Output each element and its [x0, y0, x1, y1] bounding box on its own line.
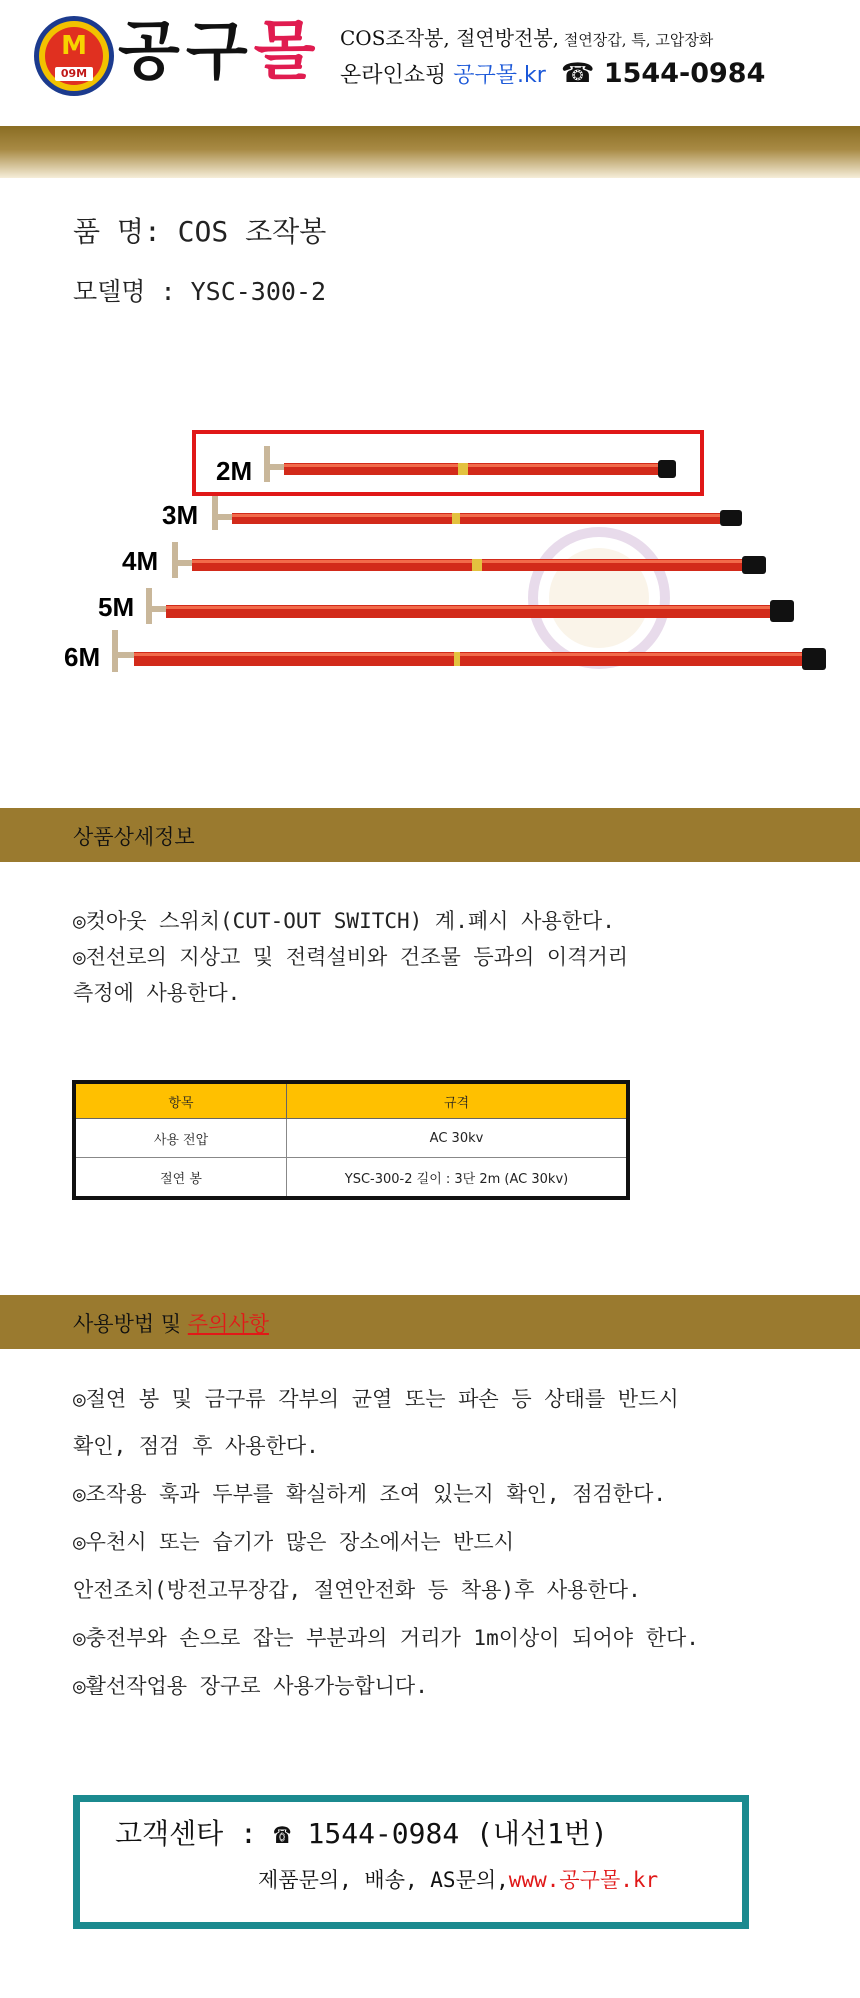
brand-part1: 공구: [118, 14, 254, 89]
detail-line-3: 측정에 사용한다.: [73, 981, 241, 1005]
spec-table: [72, 1080, 630, 1200]
usage-line-1: ◎절연 봉 및 금구류 각부의 균열 또는 파손 등 상태를 반드시: [73, 1387, 679, 1411]
detail-section-bar: [0, 808, 860, 862]
contact-sub-line: [258, 1864, 658, 1894]
model-name: 모델명 : YSC-300-2: [73, 277, 327, 306]
table-header-item: 항목: [74, 1082, 287, 1119]
logo-letter: M: [61, 31, 87, 61]
table-header-row: [74, 1082, 628, 1119]
usage-title: [73, 1308, 269, 1338]
brand-name[interactable]: [118, 14, 321, 90]
usage-line-3: ◎조작용 훅과 두부를 확실하게 조여 있는지 확인, 점검한다.: [73, 1482, 667, 1506]
usage-line-7: ◎활선작업용 장구로 사용가능합니다.: [73, 1674, 428, 1698]
hook-icon: [172, 542, 192, 578]
rod-cap: [802, 648, 826, 670]
product-name: 품 명: COS 조작봉: [73, 215, 327, 248]
hook-icon: [264, 446, 284, 482]
detail-line-2: ◎전선로의 지상고 및 전력설비와 건조물 등과의 이격거리: [73, 945, 629, 969]
rod-shine: [192, 560, 742, 563]
rod-label-3m: 3M: [162, 500, 199, 530]
contact-sub: 제품문의, 배송, AS문의,: [258, 1868, 509, 1892]
contact-phone: 1544-0984 (내선1번): [307, 1817, 608, 1850]
header-phone[interactable]: [561, 58, 766, 89]
tagline-small: 절연장갑, 특, 고압장화: [559, 31, 714, 49]
brand-part2: 몰: [253, 14, 322, 89]
table-cell: YSC-300-2 길이 : 3단 2m (AC 30kv): [287, 1158, 629, 1199]
rod-shine: [284, 464, 658, 467]
contact-phone-line[interactable]: [115, 1812, 608, 1852]
hook-icon: [212, 496, 232, 530]
rod-shine: [134, 653, 802, 656]
rod-label-6m: 6M: [64, 642, 101, 672]
table-header-spec: 규격: [287, 1082, 629, 1119]
rod-label-5m: 5M: [98, 592, 135, 622]
tagline-products: [340, 22, 713, 51]
rod-4m: [122, 542, 766, 578]
header-phone-number: 1544-0984: [603, 58, 766, 89]
detail-line-1: ◎컷아웃 스위치(CUT-OUT SWITCH) 계.폐시 사용한다.: [73, 909, 615, 933]
hook-icon: [146, 588, 166, 624]
usage-line-5: 안전조치(방전고무장갑, 절연안전화 등 착용)후 사용한다.: [73, 1578, 641, 1602]
logo-tag: 09M: [55, 67, 93, 81]
table-row: [74, 1119, 628, 1158]
rod-label-2m: 2M: [216, 456, 253, 486]
usage-title-main: 사용방법 및: [73, 1312, 182, 1336]
usage-section-bar: [0, 1295, 860, 1349]
table-cell: AC 30kv: [287, 1119, 629, 1158]
tagline-shop: [340, 58, 765, 89]
rod-cap: [742, 556, 766, 574]
gold-banner: [0, 126, 860, 178]
logo[interactable]: [34, 16, 114, 96]
usage-line-4: ◎우천시 또는 습기가 많은 장소에서는 반드시: [73, 1530, 515, 1554]
rod-band: [454, 652, 460, 666]
logo-inner: [45, 27, 103, 85]
tagline-main: COS조작봉, 절연방전봉,: [340, 26, 560, 50]
rod-shine: [232, 514, 720, 517]
detail-title: 상품상세정보: [73, 825, 195, 849]
table-row: [74, 1158, 628, 1199]
usage-line-2: 확인, 점검 후 사용한다.: [73, 1434, 319, 1458]
rod-6m: [64, 630, 826, 672]
rod-band: [472, 559, 482, 571]
rod-cap: [770, 600, 794, 622]
table-cell: 절연 봉: [74, 1158, 287, 1199]
rod-band: [452, 513, 460, 524]
contact-web-link[interactable]: www.공구몰.kr: [508, 1868, 659, 1892]
rod-shine: [166, 606, 770, 609]
contact-label: 고객센타 :: [115, 1817, 257, 1850]
shop-label: 온라인쇼핑: [340, 63, 447, 88]
rod-cap: [720, 510, 742, 526]
rod-cap: [658, 460, 676, 478]
phone-icon: ☎: [560, 58, 595, 89]
usage-line-6: ◎충전부와 손으로 잡는 부분과의 거리가 1m이상이 되어야 한다.: [73, 1626, 699, 1650]
table-cell: 사용 전압: [74, 1119, 287, 1158]
product-rods-image: [0, 420, 860, 700]
rod-5m: [98, 588, 794, 624]
rod-label-4m: 4M: [122, 546, 159, 576]
hook-icon: [112, 630, 134, 672]
usage-title-warning: 주의사항: [187, 1312, 269, 1336]
rod-2m: [216, 446, 676, 486]
phone-icon: ☎: [273, 1817, 291, 1850]
shop-site-link[interactable]: 공구몰.kr: [453, 63, 546, 88]
rod-band: [458, 463, 468, 475]
rod-3m: [162, 496, 742, 530]
